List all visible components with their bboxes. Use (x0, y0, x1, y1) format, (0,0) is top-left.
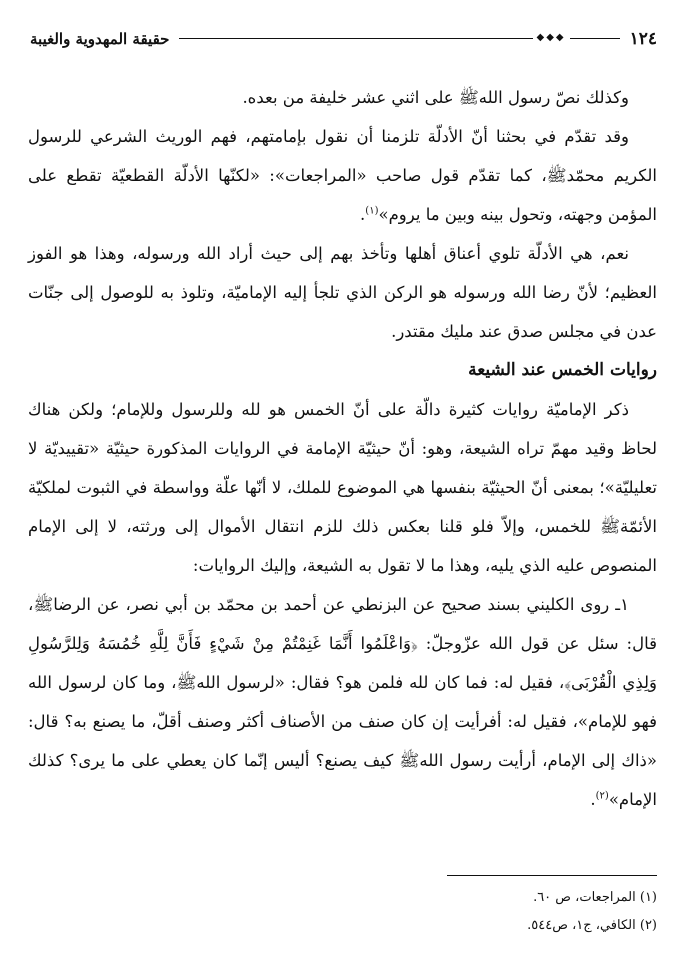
footnote: (٢) الكافي، ج١، ص٥٤٤. (527, 918, 657, 933)
footnote-ref: (١) (365, 205, 379, 217)
section-heading: روايات الخمس عند الشيعة (468, 360, 657, 380)
footnote-ref: (٢) (595, 790, 609, 802)
paragraph: نعم، هي الأدلّة تلوي أعناق أهلها وتأخذ بهم إلى حيث أراد الله ورسوله، وهذا هو الفوز العظيم؛ لأنّ رضا الله ورسوله هو الركن الذي تلجأ إليه الإماميّة، وتلوذ به للوصول إلى جنّات عدن في مجلس صدق عند مليك مقتدر. (28, 244, 657, 341)
header-ornament: ◆◆◆ (533, 32, 570, 43)
paragraph: وقد تقدّم في بحثنا أنّ الأدلّة تلزمنا أن نقول بإمامتهم، فهم الوريث الشرعي للرسول الكريم محمّدﷺ، كما تقدّم قول صاحب «المراجعات»: «لكنّها الأدلّة القطعيّة تقطع على المؤمن وجهته، وتحول بينه وبين ما يروم»$^{(١)}$. (28, 127, 657, 224)
page-number: ١٢٤ (629, 29, 657, 49)
footnote-divider (447, 875, 657, 876)
paragraph: ذكر الإماميّة روايات كثيرة دالّة على أنّ الخمس هو لله وللرسول وللإمام؛ ولكن هناك لحاظ وقيد مهمّ تراه الشيعة، وهو: أنّ حيثيّة الإمامة في الروايات المذكورة حيثيّة «تقييديّة لا تعليليّة»؛ بمعنى أنّ الحيثيّة بنفسها هي الموضوع للملك، لا أنّها علّة وواسطة في الثبوت لملكيّة الأئمّةﷺ للخمس، وإلاّ فلو قلنا بعكس ذلك للزم انتقال الأموال إلى ورثته، لا إلى الإمام المنصوص عليه الذي يليه، وهذا ما لا تقول به الشيعة، وإليك الروايات: (28, 400, 658, 575)
footnote: (١) المراجعات، ص ٦٠. (533, 890, 657, 905)
paragraph: ١ـ روى الكليني بسند صحيح عن البزنطي عن أحمد بن محمّد بن أبي نصر، عن الرضاﷺ، قال: سئل عن قول الله عزّوجلّ: ﴿وَاعْلَمُوا أَنَّمَا غَنِمْتُمْ مِنْ شَيْءٍ فَأَنَّ لِلَّهِ خُمُسَهُ وَلِلرَّسُولِ وَلِذِي الْقُرْبَى﴾، فقيل له: فما كان لله فلمن هو؟ فقال: «لرسول اللهﷺ، وما كان لرسول الله فهو للإمام»، فقيل له: أفرأيت إن كان صنف من الأصناف أكثر وصنف أقلّ، ما يصنع به؟ قال: «ذاك إلى الإمام، أرأيت رسول اللهﷺ كيف يصنع؟ أليس إنّما كان يعطي على ما يرى؟ كذلك الإمام»$^{(٢)}$. (28, 595, 657, 809)
header-rule (179, 32, 619, 46)
page-header (30, 24, 657, 54)
paragraph: وكذلك نصّ رسول اللهﷺ على اثني عشر خليفة من بعده. (242, 88, 629, 107)
main-text (28, 78, 657, 819)
footnotes (30, 884, 657, 940)
running-title: حقيقة المهدوية والغيبة (30, 30, 170, 48)
